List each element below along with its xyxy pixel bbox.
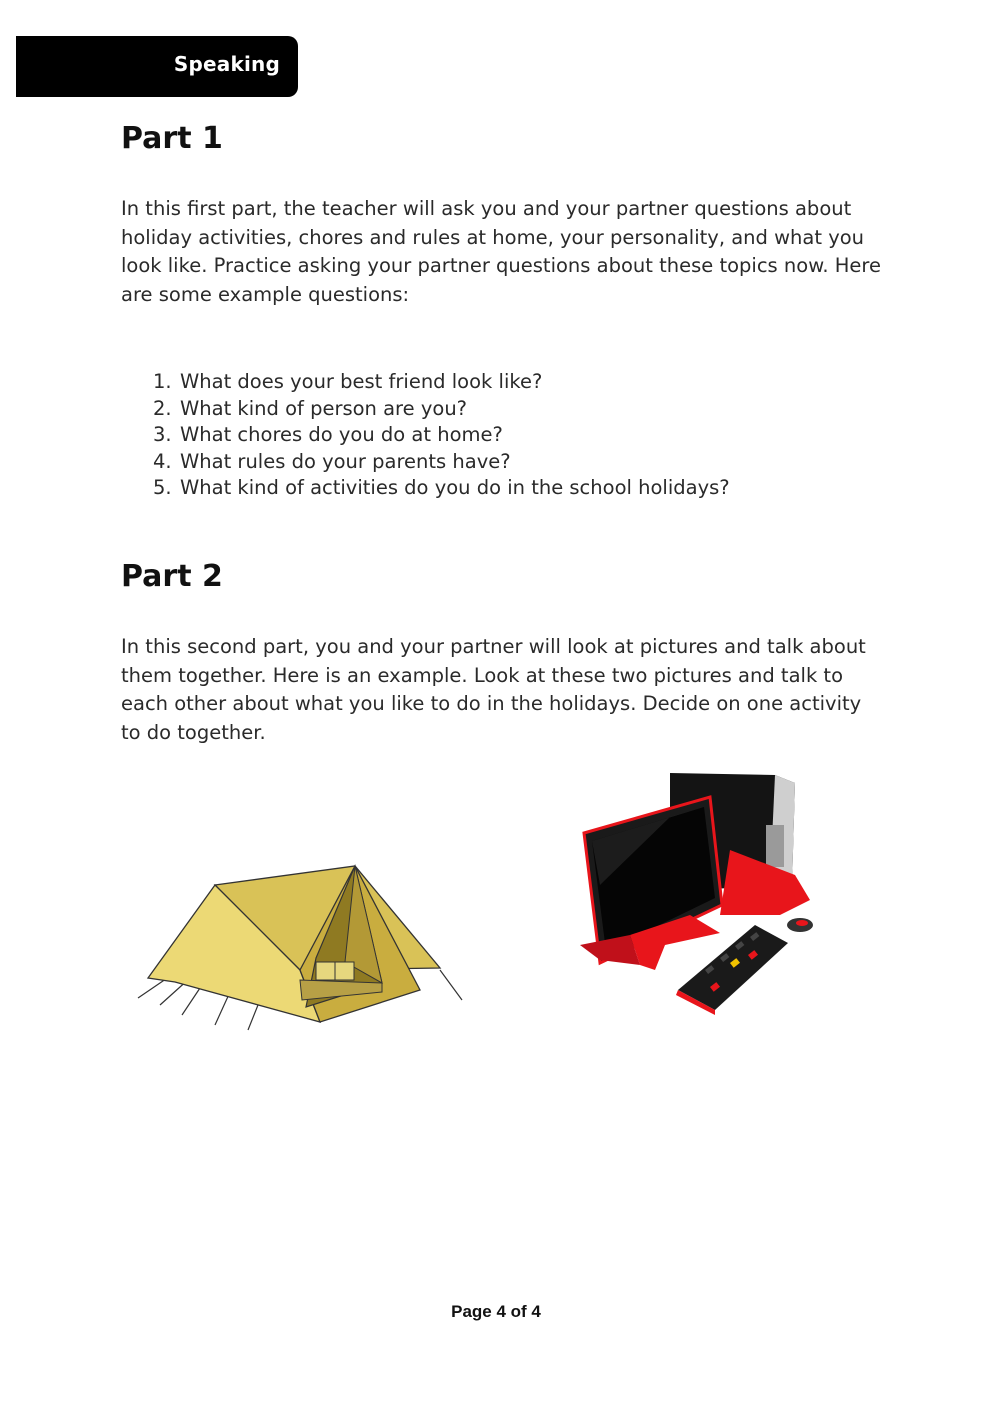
list-item: 2. What kind of person are you?	[153, 396, 468, 420]
section-tab-label: Speaking	[173, 52, 280, 76]
tent-picture	[120, 850, 472, 1032]
part1-intro: In this first part, the teacher will ask you and your partner questions about holiday activities, chores and rules at home, your personality, and what you look like. Practice asking your partner questions about these topics now. Here are some example questions:	[121, 197, 882, 306]
computer-picture	[570, 765, 820, 1033]
list-item: 4. What rules do your parents have?	[153, 449, 511, 473]
list-item: 3. What chores do you do at home?	[153, 423, 503, 446]
list-item: 1. What does your best friend look like?	[153, 370, 543, 393]
part2-intro: In this second part, you and your partner will look at pictures and talk about them together. Here is an example. Look at these two pictures and talk to each other about what you like to do in the holidays. Decide on one activity to do together.	[121, 635, 866, 744]
list-item: 5. What kind of activities do you do in the school holidays?	[153, 476, 730, 499]
part2-heading: Part 2	[121, 559, 223, 594]
part1-heading: Part 1	[121, 121, 223, 156]
section-tab	[16, 36, 298, 97]
page-number: Page 4 of 4	[451, 1302, 541, 1321]
question-list	[141, 369, 730, 502]
